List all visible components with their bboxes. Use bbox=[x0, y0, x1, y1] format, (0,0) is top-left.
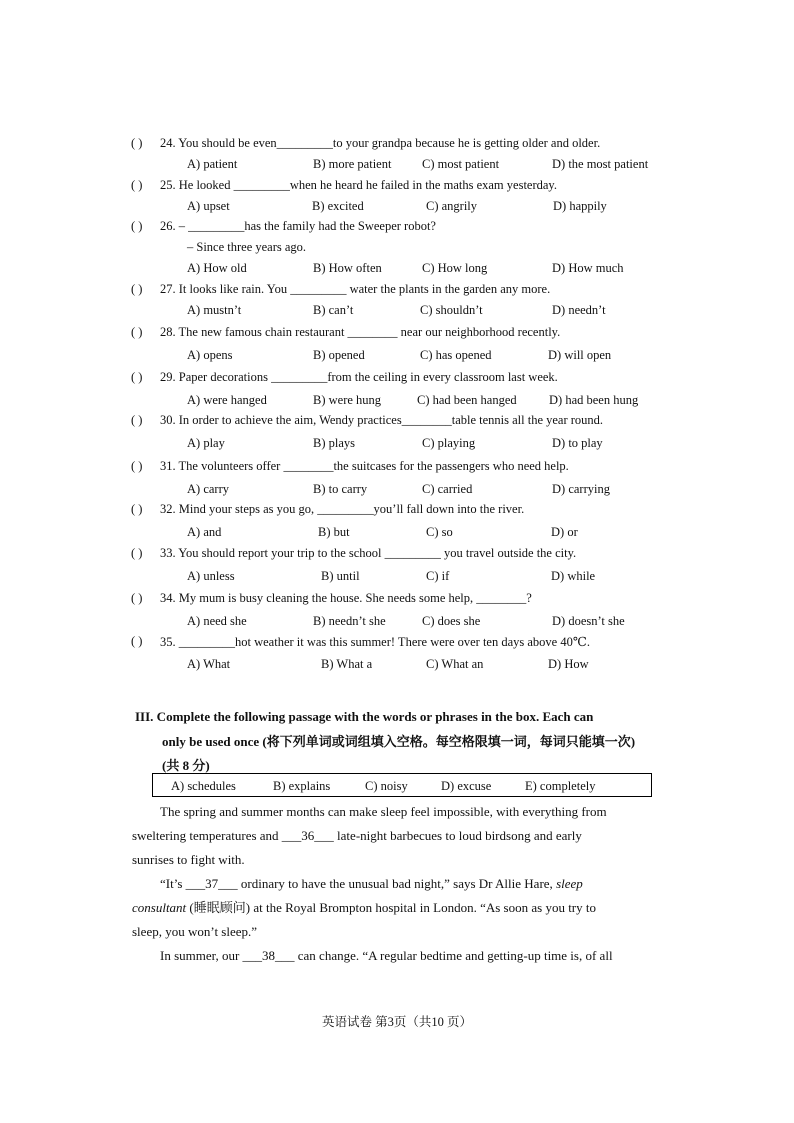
answer-option[interactable]: A) carry bbox=[187, 482, 229, 496]
answer-option[interactable]: A) opens bbox=[187, 348, 233, 362]
answer-option[interactable]: C) shouldn’t bbox=[420, 303, 483, 317]
answer-option[interactable]: D) doesn’t she bbox=[552, 614, 625, 628]
answer-option[interactable]: C) if bbox=[426, 569, 450, 583]
answer-option[interactable]: C) carried bbox=[422, 482, 473, 496]
passage-line: sleep, you won’t sleep.” bbox=[132, 924, 258, 939]
answer-option[interactable]: B) can’t bbox=[313, 303, 354, 317]
answer-paren[interactable]: ( ) bbox=[131, 502, 143, 516]
section-title: III. Complete the following passage with the words or phrases in the box. Each can bbox=[135, 709, 594, 724]
answer-option[interactable]: C) What an bbox=[426, 657, 484, 671]
answer-option[interactable]: D) needn’t bbox=[552, 303, 606, 317]
answer-paren[interactable]: ( ) bbox=[131, 178, 143, 192]
word-box bbox=[152, 773, 652, 797]
answer-option[interactable]: B) plays bbox=[313, 436, 356, 450]
question-text: 35. _________hot weather it was this summer! There were over ten days above 40℃. bbox=[160, 635, 590, 649]
answer-option[interactable]: C) angrily bbox=[426, 199, 478, 213]
answer-option[interactable]: B) more patient bbox=[313, 157, 392, 171]
question-text: 32. Mind your steps as you go, _________you’ll fall down into the river. bbox=[160, 502, 525, 516]
answer-paren[interactable]: ( ) bbox=[131, 413, 143, 427]
word-option: C) noisy bbox=[365, 779, 408, 793]
question-text: 33. You should report your trip to the school _________ you travel outside the city. bbox=[160, 546, 577, 560]
passage-line bbox=[132, 896, 662, 920]
question-text: 30. In order to achieve the aim, Wendy practices________table tennis all the year round. bbox=[160, 413, 604, 427]
question-text-line2: – Since three years ago. bbox=[187, 240, 307, 254]
answer-option[interactable]: A) were hanged bbox=[187, 393, 267, 407]
question-text: 24. You should be even_________to your grandpa because he is getting older and older. bbox=[160, 136, 601, 150]
answer-option[interactable]: A) mustn’t bbox=[187, 303, 242, 317]
answer-option[interactable]: A) need she bbox=[187, 614, 247, 628]
answer-option[interactable]: A) play bbox=[187, 436, 225, 450]
answer-option[interactable]: D) How bbox=[548, 657, 589, 671]
answer-paren[interactable]: ( ) bbox=[131, 136, 143, 150]
question-text: 27. It looks like rain. You _________ water the plants in the garden any more. bbox=[160, 282, 551, 296]
question-text: 34. My mum is busy cleaning the house. She needs some help, ________? bbox=[160, 591, 532, 605]
answer-option[interactable]: D) to play bbox=[552, 436, 603, 450]
section-title-line2: only be used once (将下列单词或词组填入空格。每空格限填一词，每词只能填一次) bbox=[162, 734, 636, 749]
answer-option[interactable]: A) unless bbox=[187, 569, 235, 583]
question-text: 29. Paper decorations _________from the ceiling in every classroom last week. bbox=[160, 370, 558, 384]
answer-option[interactable]: D) or bbox=[551, 525, 578, 539]
answer-paren[interactable]: ( ) bbox=[131, 591, 143, 605]
question-text: 26. – _________has the family had the Sweeper robot? bbox=[160, 219, 436, 233]
answer-option[interactable]: C) does she bbox=[422, 614, 481, 628]
word-option: D) excuse bbox=[441, 779, 492, 793]
answer-option[interactable]: C) How long bbox=[422, 261, 488, 275]
answer-option[interactable]: B) but bbox=[318, 525, 350, 539]
answer-paren[interactable]: ( ) bbox=[131, 282, 143, 296]
question-text: 25. He looked _________when he heard he failed in the maths exam yesterday. bbox=[160, 178, 557, 192]
answer-option[interactable]: D) carrying bbox=[552, 482, 610, 496]
answer-option[interactable]: A) patient bbox=[187, 157, 238, 171]
answer-option[interactable]: D) the most patient bbox=[552, 157, 649, 171]
answer-option[interactable]: C) most patient bbox=[422, 157, 500, 171]
answer-paren[interactable]: ( ) bbox=[131, 325, 143, 339]
answer-option[interactable]: C) so bbox=[426, 525, 453, 539]
word-option: B) explains bbox=[273, 779, 331, 793]
answer-paren[interactable]: ( ) bbox=[131, 219, 143, 233]
answer-option[interactable]: D) How much bbox=[552, 261, 624, 275]
answer-option[interactable]: B) to carry bbox=[313, 482, 368, 496]
answer-paren[interactable]: ( ) bbox=[131, 634, 143, 648]
answer-option[interactable]: A) What bbox=[187, 657, 231, 671]
answer-option[interactable]: B) What a bbox=[321, 657, 373, 671]
answer-paren[interactable]: ( ) bbox=[131, 370, 143, 384]
word-option: E) completely bbox=[525, 779, 596, 793]
answer-option[interactable]: D) happily bbox=[553, 199, 607, 213]
passage-line bbox=[160, 872, 690, 896]
answer-option[interactable]: D) will open bbox=[548, 348, 612, 362]
answer-option[interactable]: A) How old bbox=[187, 261, 247, 275]
answer-option[interactable]: C) had been hanged bbox=[417, 393, 517, 407]
answer-option[interactable]: B) until bbox=[321, 569, 360, 583]
answer-option[interactable]: C) playing bbox=[422, 436, 476, 450]
answer-option[interactable]: D) had been hung bbox=[549, 393, 639, 407]
answer-option[interactable]: C) has opened bbox=[420, 348, 492, 362]
passage-italic: sleep bbox=[556, 876, 583, 891]
answer-option[interactable]: B) How often bbox=[313, 261, 382, 275]
answer-option[interactable]: A) and bbox=[187, 525, 222, 539]
passage-line: In summer, our ___38___ can change. “A regular bedtime and getting-up time is, of all bbox=[160, 948, 613, 963]
passage-line: sweltering temperatures and ___36___ late-night barbecues to loud birdsong and early bbox=[132, 828, 582, 843]
question-text: 31. The volunteers offer ________the suitcases for the passengers who need help. bbox=[160, 459, 569, 473]
passage-italic: consultant bbox=[132, 900, 187, 915]
section-score: (共 8 分) bbox=[162, 758, 210, 773]
answer-paren[interactable]: ( ) bbox=[131, 546, 143, 560]
answer-option[interactable]: A) upset bbox=[187, 199, 230, 213]
answer-option[interactable]: B) excited bbox=[312, 199, 364, 213]
passage-text: “It’s ___37___ ordinary to have the unusual bad night,” says Dr Allie Hare, bbox=[160, 876, 553, 891]
passage-line: The spring and summer months can make sleep feel impossible, with everything from bbox=[160, 804, 607, 819]
answer-option[interactable]: B) needn’t she bbox=[313, 614, 386, 628]
passage-text: (睡眠顾问) at the Royal Brompton hospital in London. “As soon as you try to bbox=[189, 900, 596, 915]
word-option: A) schedules bbox=[171, 779, 236, 793]
answer-option[interactable]: B) were hung bbox=[313, 393, 382, 407]
page-footer: 英语试卷 第3页（共10 页） bbox=[321, 1015, 472, 1029]
question-text: 28. The new famous chain restaurant ________ near our neighborhood recently. bbox=[160, 325, 561, 339]
passage-line: sunrises to fight with. bbox=[132, 852, 245, 867]
answer-option[interactable]: B) opened bbox=[313, 348, 365, 362]
answer-option[interactable]: D) while bbox=[551, 569, 596, 583]
answer-paren[interactable]: ( ) bbox=[131, 459, 143, 473]
